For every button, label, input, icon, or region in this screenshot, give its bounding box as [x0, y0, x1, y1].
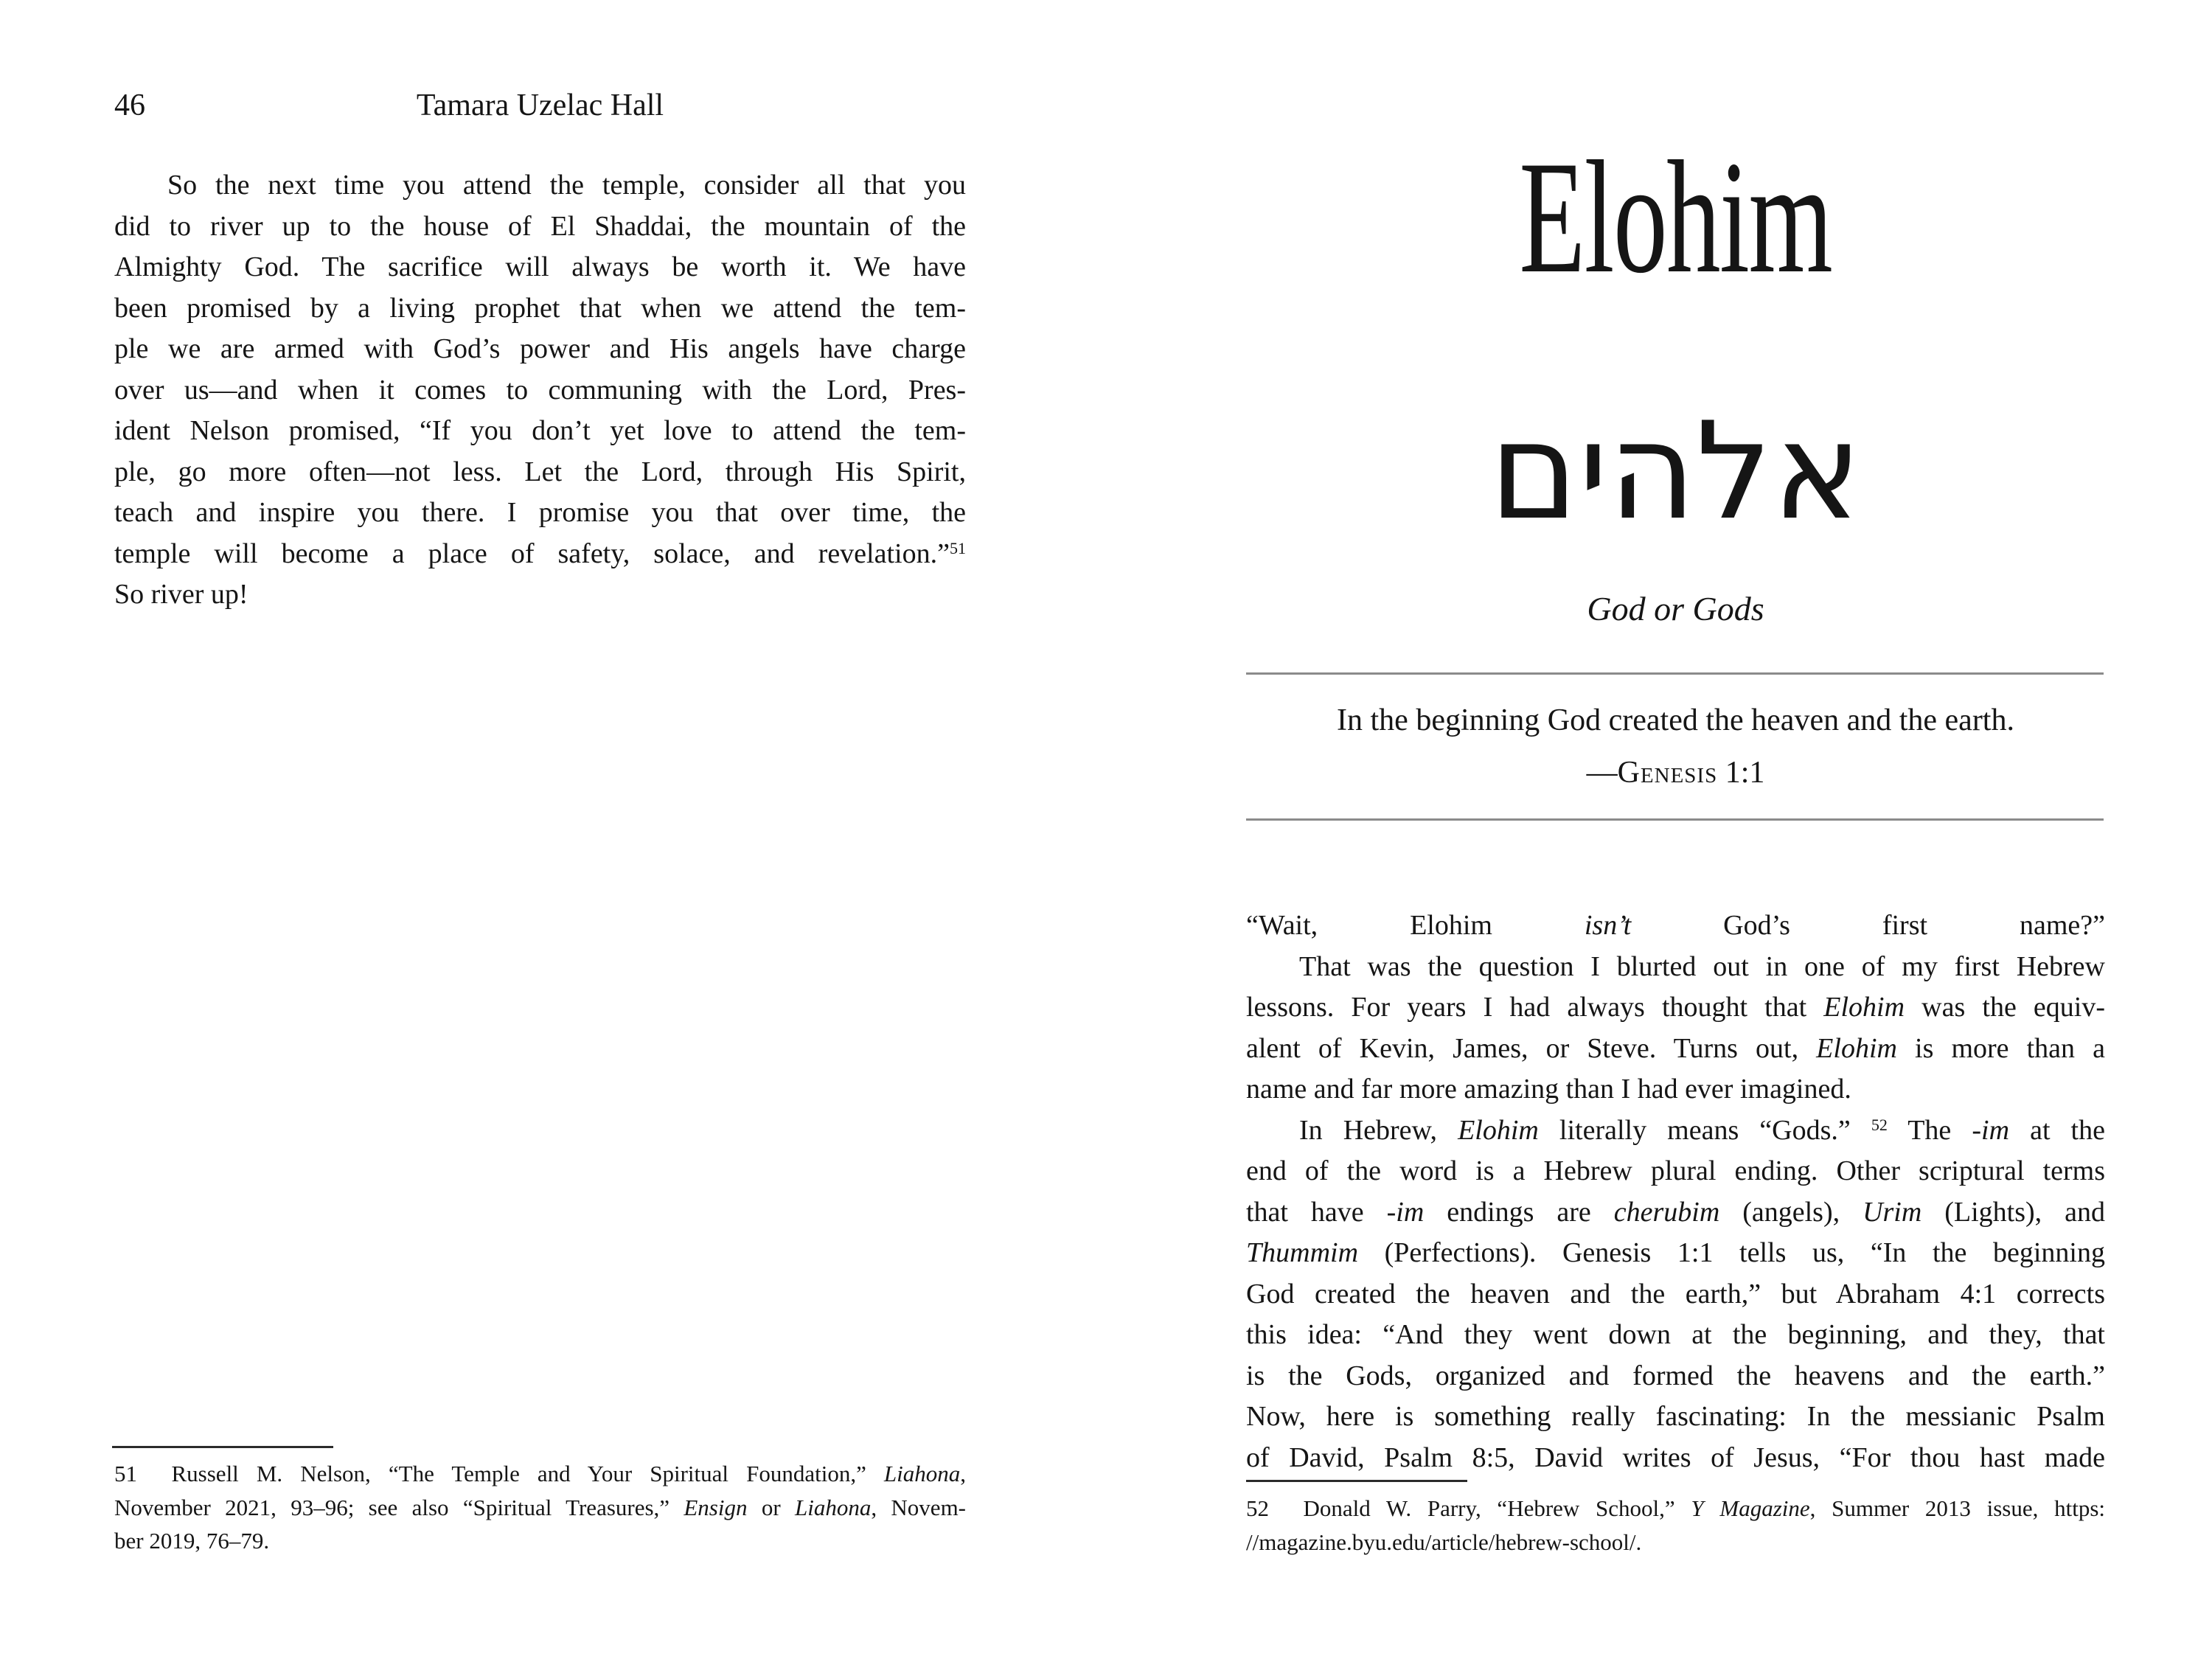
text-line — [114, 1457, 966, 1491]
text-line — [114, 206, 966, 248]
footnote-51 — [114, 1457, 966, 1558]
text-segment: lessons. For years I had always thought that — [1246, 992, 1824, 1023]
footnote-marker: 52 — [1871, 1116, 1888, 1135]
text-segment: ple we are armed with God’s power and His angels have charge — [114, 333, 966, 364]
text-segment: (angels), — [1719, 1196, 1863, 1228]
text-segment: was the equiv- — [1905, 992, 2105, 1023]
text-line — [1246, 1526, 2105, 1559]
text-segment: 52 Donald W. Parry, “Hebrew School,” — [1246, 1495, 1691, 1521]
text-line — [114, 452, 966, 493]
text-segment: Elohim — [1458, 1114, 1539, 1146]
text-segment: ple, go more often—not less. Let the Lord, through His Spirit, — [114, 456, 966, 487]
text-line — [1246, 987, 2105, 1029]
text-segment: alent of Kevin, James, or Steve. Turns out, — [1246, 1032, 1817, 1064]
text-segment: Elohim — [1816, 1032, 1897, 1064]
text-line — [114, 288, 966, 330]
chapter-title-text: Elohim — [1519, 128, 1832, 307]
text-segment: , — [960, 1461, 966, 1486]
text-segment: name and far more amazing than I had ever imagined. — [1246, 1074, 1851, 1105]
text-line — [1246, 1356, 2105, 1397]
page-number: 46 — [114, 88, 145, 122]
text-segment: (Perfections). Genesis 1:1 tells us, “In the beginning — [1358, 1237, 2105, 1268]
text-line — [114, 574, 966, 616]
hebrew-word: אלהים — [1489, 393, 1863, 549]
footnote-marker: 51 — [949, 539, 966, 558]
text-segment: been promised by a living prophet that when we attend the tem- — [114, 292, 966, 324]
text-line — [1246, 1069, 2105, 1110]
text-segment: temple will become a place of safety, solace, and revelation.” — [114, 538, 950, 569]
text-segment: isn’t — [1584, 910, 1632, 941]
text-segment: is more than a — [1896, 1032, 2105, 1064]
text-line — [114, 1524, 966, 1558]
text-line — [114, 165, 966, 206]
epigraph-rule-top — [1246, 672, 2104, 675]
text-segment: //magazine.byu.edu/article/hebrew-school/. — [1246, 1528, 1642, 1555]
text-line — [1246, 947, 2105, 988]
text-segment: Urim — [1863, 1196, 1922, 1228]
text-segment: , Novem- — [871, 1494, 966, 1520]
epigraph-attribution — [1246, 754, 2105, 793]
text-line — [114, 1491, 966, 1525]
text-segment: Ensign — [684, 1494, 748, 1520]
text-segment: cherubim — [1613, 1196, 1720, 1228]
text-segment: In Hebrew, — [1299, 1114, 1458, 1146]
text-segment: So the next time you attend the temple, consider all that you — [167, 170, 966, 201]
text-line — [114, 411, 966, 452]
text-segment: Liahona — [794, 1494, 872, 1520]
left-body-text — [114, 165, 966, 616]
text-segment: is the Gods, organized and formed the heavens and the earth.” — [1246, 1360, 2105, 1391]
text-line — [1246, 1192, 2105, 1234]
chapter-title — [1246, 128, 2105, 307]
text-segment: -im — [1386, 1196, 1425, 1228]
attribution-ref: 1:1 — [1717, 756, 1765, 790]
text-segment: endings are — [1424, 1196, 1614, 1228]
right-body-text — [1246, 905, 2105, 1478]
footnote-rule-right — [1246, 1480, 1467, 1482]
text-segment: That was the question I blurted out in one of my first Hebrew — [1299, 950, 2105, 982]
text-line — [1246, 1110, 2105, 1152]
attribution-book: Genesis — [1617, 756, 1718, 790]
text-segment: The — [1887, 1114, 1972, 1146]
text-line — [114, 370, 966, 411]
text-segment: of David, Psalm 8:5, David writes of Jesus, “For thou hast made — [1246, 1441, 2105, 1473]
attribution-dash: — — [1586, 756, 1618, 790]
text-segment: Elohim — [1823, 992, 1905, 1023]
text-segment: this idea: “And they went down at the beginning, and they, that — [1246, 1319, 2105, 1350]
text-line — [114, 534, 966, 575]
text-segment: So river up! — [114, 579, 248, 610]
text-segment: November 2021, 93–96; see also “Spiritual Treasures,” — [114, 1494, 684, 1520]
text-segment: over us—and when it comes to communing with the Lord, Pres- — [114, 374, 966, 406]
text-line — [1246, 1397, 2105, 1438]
text-segment: teach and inspire you there. I promise you that over time, the — [114, 497, 966, 528]
text-line — [1246, 1492, 2105, 1526]
chapter-subtitle: God or Gods — [1587, 590, 1764, 627]
text-segment: literally means “Gods.” — [1538, 1114, 1871, 1146]
text-segment: -im — [1972, 1114, 2010, 1146]
epigraph-rule-bottom — [1246, 818, 2104, 821]
text-segment: Y Magazine — [1691, 1495, 1810, 1521]
text-segment: end of the word is a Hebrew plural ending. Other scriptural terms — [1246, 1155, 2105, 1186]
text-segment: ident Nelson promised, “If you don’t yet love to attend the tem- — [114, 415, 966, 446]
running-header: Tamara Uzelac Hall — [416, 88, 664, 122]
text-segment: Now, here is something really fascinating: In the messianic Psalm — [1246, 1401, 2105, 1432]
text-segment: Thummim — [1246, 1237, 1359, 1268]
text-line — [1246, 1438, 2105, 1479]
epigraph-text: In the beginning God created the heaven and the earth. — [1337, 703, 2014, 737]
text-segment: ber 2019, 76–79. — [114, 1528, 270, 1554]
text-segment: Liahona — [883, 1461, 961, 1486]
footnote-rule-left — [112, 1446, 333, 1448]
text-segment: “Wait, Elohim — [1246, 910, 1585, 941]
text-segment: God’s first name?” — [1631, 910, 2105, 941]
text-segment: or — [747, 1494, 795, 1520]
text-line — [1246, 1029, 2105, 1070]
text-segment: (Lights), and — [1921, 1196, 2105, 1228]
text-line — [1246, 1233, 2105, 1274]
text-line — [114, 329, 966, 370]
text-line — [114, 493, 966, 534]
text-line — [1246, 1151, 2105, 1192]
text-segment: that have — [1246, 1196, 1387, 1228]
text-line — [1246, 905, 2105, 947]
text-segment: 51 Russell M. Nelson, “The Temple and Your Spiritual Foundation,” — [114, 1461, 884, 1486]
text-line — [1246, 1274, 2105, 1315]
text-line — [114, 247, 966, 288]
text-segment: at the — [2009, 1114, 2105, 1146]
text-line — [1246, 1315, 2105, 1356]
text-segment: did to river up to the house of El Shaddai, the mountain of the — [114, 210, 966, 242]
text-segment: , Summer 2013 issue, https: — [1809, 1495, 2106, 1521]
text-segment: God created the heaven and the earth,” but Abraham 4:1 corrects — [1246, 1278, 2105, 1310]
text-segment: Almighty God. The sacrifice will always be worth it. We have — [114, 251, 966, 282]
footnote-52 — [1246, 1492, 2105, 1559]
